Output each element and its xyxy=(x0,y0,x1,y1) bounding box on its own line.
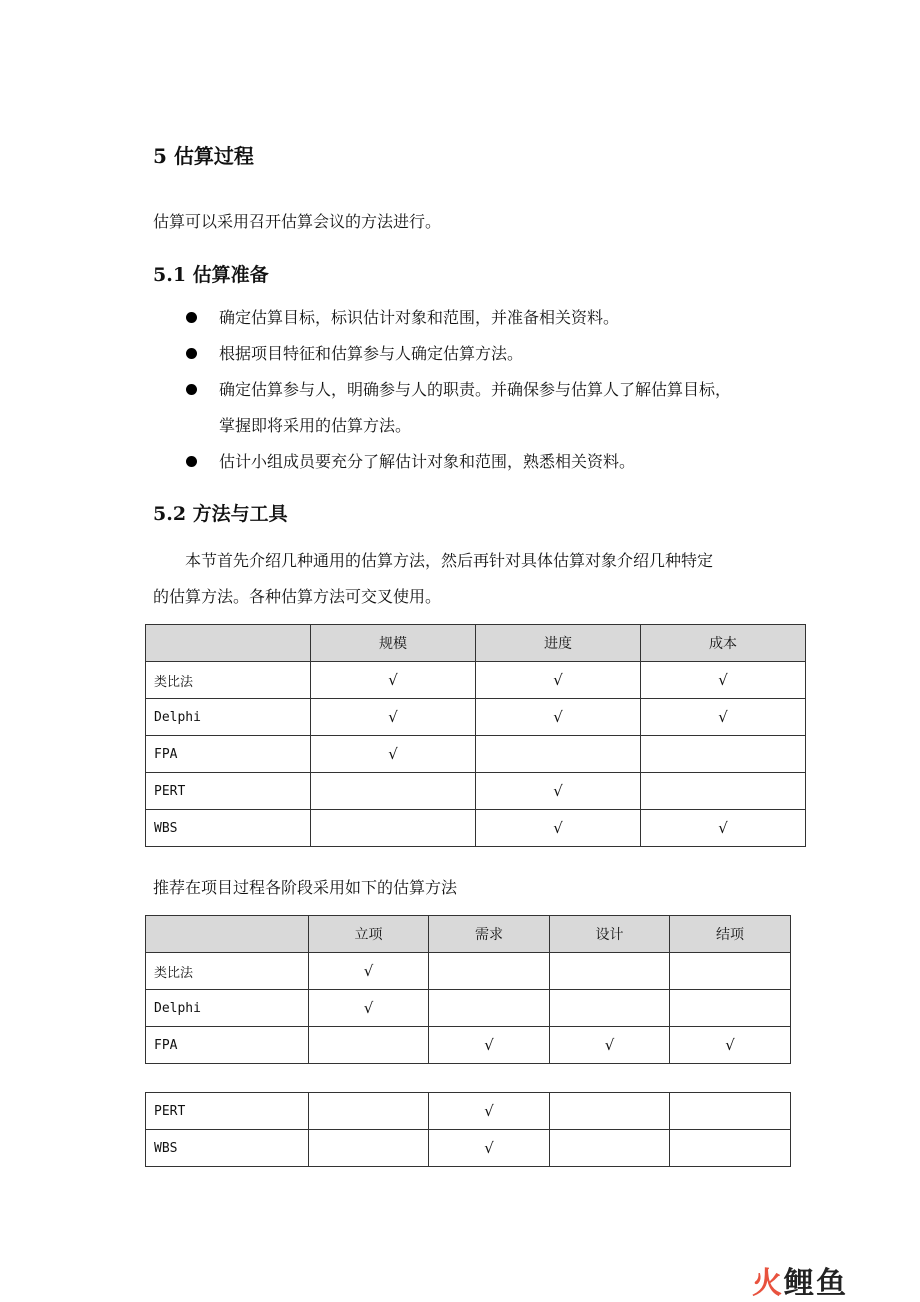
method-dimension-table xyxy=(145,624,806,847)
bullet-item: 确定估算目标，标识估计对象和范围，并准备相关资料。 xyxy=(219,308,620,327)
prep-title: 5.1 估算准备 xyxy=(153,264,269,286)
check-cell xyxy=(311,773,476,810)
table-header-cell: 成本 xyxy=(641,625,806,662)
method-name-cell: 类比法 xyxy=(146,662,311,699)
check-cell: √ xyxy=(476,699,641,736)
check-cell xyxy=(670,953,791,990)
bullet-marker xyxy=(186,378,197,402)
table-header-row xyxy=(146,916,791,953)
recommend-caption: 推荐在项目过程各阶段采用如下的估算方法 xyxy=(153,878,458,897)
method-name-cell: FPA xyxy=(146,736,311,773)
bullet-item: 根据项目特征和估算参与人确定估算方法。 xyxy=(219,344,524,363)
section-title: 5 估算过程 xyxy=(153,144,254,168)
table-header-row xyxy=(146,625,806,662)
table-row xyxy=(146,773,806,810)
check-cell: √ xyxy=(429,1027,550,1064)
check-cell: √ xyxy=(550,1027,670,1064)
check-cell xyxy=(670,1130,791,1167)
check-cell: √ xyxy=(476,662,641,699)
check-cell: √ xyxy=(641,810,806,847)
table-header-cell: 立项 xyxy=(309,916,429,953)
table-row xyxy=(146,1093,791,1130)
check-cell: √ xyxy=(670,1027,791,1064)
check-cell xyxy=(476,736,641,773)
check-cell: √ xyxy=(429,1093,550,1130)
table-header-cell: 进度 xyxy=(476,625,641,662)
check-cell xyxy=(429,990,550,1027)
check-cell: √ xyxy=(309,953,429,990)
check-cell xyxy=(550,990,670,1027)
bullet-item-continuation: 掌握即将采用的估算方法。 xyxy=(219,416,412,435)
table-row xyxy=(146,990,791,1027)
method-name-cell: PERT xyxy=(146,1093,309,1130)
method-name-cell: Delphi xyxy=(146,699,311,736)
methods-paragraph-line1: 本节首先介绍几种通用的估算方法，然后再针对具体估算对象介绍几种特定 xyxy=(185,551,714,570)
methods-title: 5.2 方法与工具 xyxy=(153,503,288,525)
method-name-cell: PERT xyxy=(146,773,311,810)
check-cell: √ xyxy=(311,736,476,773)
check-cell xyxy=(309,1130,429,1167)
method-name-cell: Delphi xyxy=(146,990,309,1027)
phase-method-table-continued xyxy=(145,1092,791,1167)
check-cell: √ xyxy=(311,662,476,699)
check-cell xyxy=(309,1027,429,1064)
method-name-cell: WBS xyxy=(146,810,311,847)
method-name-cell: WBS xyxy=(146,1130,309,1167)
check-cell xyxy=(641,773,806,810)
check-cell xyxy=(670,1093,791,1130)
methods-paragraph-line2: 的估算方法。各种估算方法可交叉使用。 xyxy=(153,587,442,606)
check-cell: √ xyxy=(429,1130,550,1167)
table-header-cell: 需求 xyxy=(429,916,550,953)
table-row xyxy=(146,810,806,847)
check-cell xyxy=(641,736,806,773)
check-cell xyxy=(550,1130,670,1167)
table-row xyxy=(146,662,806,699)
table-header-cell: 规模 xyxy=(311,625,476,662)
bullet-marker xyxy=(186,306,197,330)
check-cell xyxy=(309,1093,429,1130)
table-row xyxy=(146,736,806,773)
table-row xyxy=(146,1027,791,1064)
section-intro: 估算可以采用召开估算会议的方法进行。 xyxy=(153,212,442,231)
check-cell xyxy=(429,953,550,990)
logo-first-char: 火 xyxy=(752,1266,784,1301)
check-cell xyxy=(550,953,670,990)
check-cell: √ xyxy=(309,990,429,1027)
table-row xyxy=(146,699,806,736)
method-name-cell: 类比法 xyxy=(146,953,309,990)
check-cell: √ xyxy=(476,773,641,810)
bullet-marker xyxy=(186,450,197,474)
check-cell: √ xyxy=(641,699,806,736)
table-row xyxy=(146,1130,791,1167)
check-cell xyxy=(550,1093,670,1130)
bullet-marker xyxy=(186,342,197,366)
check-cell xyxy=(311,810,476,847)
table-header-cell xyxy=(146,916,309,953)
table-header-cell: 结项 xyxy=(670,916,791,953)
bullet-item: 估计小组成员要充分了解估计对象和范围，熟悉相关资料。 xyxy=(219,452,636,471)
watermark-logo xyxy=(752,1258,848,1302)
phase-method-table xyxy=(145,915,791,1064)
table-header-cell: 设计 xyxy=(550,916,670,953)
table-header-cell xyxy=(146,625,311,662)
check-cell: √ xyxy=(476,810,641,847)
check-cell: √ xyxy=(641,662,806,699)
method-name-cell: FPA xyxy=(146,1027,309,1064)
logo-rest-chars: 鲤鱼 xyxy=(784,1266,848,1301)
check-cell: √ xyxy=(311,699,476,736)
bullet-item: 确定估算参与人，明确参与人的职责。并确保参与估算人了解估算目标， xyxy=(219,380,732,399)
check-cell xyxy=(670,990,791,1027)
table-row xyxy=(146,953,791,990)
